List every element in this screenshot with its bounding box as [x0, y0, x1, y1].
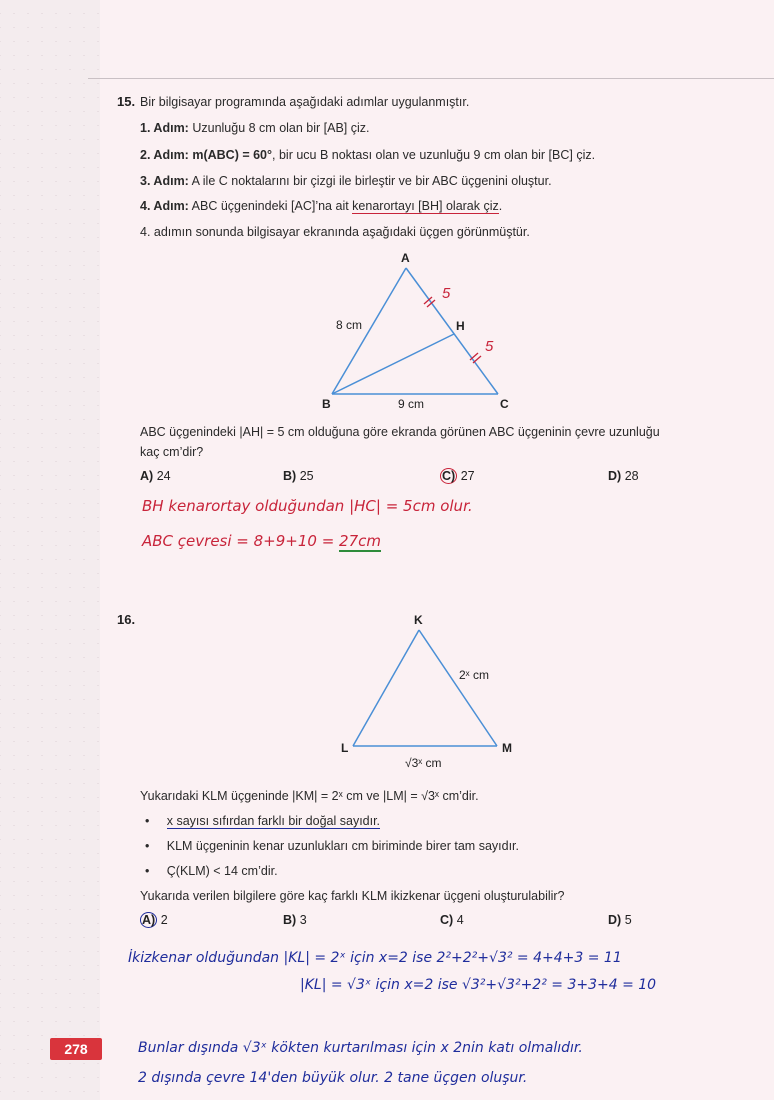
step-label: 3. Adım: [140, 174, 189, 188]
q15-option-d[interactable] [608, 469, 639, 483]
label-bc: 9 cm [398, 397, 425, 411]
step-text: , bir ucu B noktası olan ve uzunluğu 9 cm olan bir [BC] çiz. [272, 148, 596, 162]
page-number-badge: 278 [50, 1038, 102, 1060]
option-value: 24 [156, 469, 171, 483]
step-label: 4. Adım: [140, 199, 189, 213]
step-label: 2. Adım: [140, 148, 189, 162]
q16-bullet-3: • Ç(KLM) < 14 cm’dir. [145, 864, 278, 878]
vertex-l: L [341, 741, 349, 755]
q15-step-3 [140, 174, 552, 188]
option-letter: D) [608, 469, 622, 483]
q16-handwritten-line2: |KL| = √3ˣ için x=2 ise √3²+√3²+2² = 3+3+4 = 10 [300, 977, 657, 993]
bullet-text: x sayısı sıfırdan farklı bir doğal sayıdır. [166, 814, 381, 828]
q15-intro: Bir bilgisayar programında aşağıdaki adımlar uygulanmıştır. [140, 95, 470, 109]
option-value: 28 [624, 469, 639, 483]
side-km [419, 630, 497, 746]
page [100, 0, 774, 1100]
hand-text: ABC çevresi = 8+9+10 = [142, 532, 340, 550]
point-h: H [456, 319, 465, 333]
q15-step-4 [140, 199, 502, 213]
underlined-text: kenarortayı [BH] olarak çiz [352, 199, 499, 213]
side-ac [406, 268, 498, 394]
q15-handwritten-line1: BH kenarortay olduğundan |HC| = 5cm olur. [142, 497, 473, 515]
q15-option-b[interactable] [283, 469, 314, 483]
tick-marks [424, 297, 481, 363]
option-letter-circled: A) [142, 913, 156, 927]
vertex-k: K [414, 613, 423, 627]
q16-handwritten-line4: 2 dışında çevre 14'den büyük olur. 2 tane üçgen oluşur. [138, 1070, 528, 1086]
step-label: 1. Adım: [140, 121, 189, 135]
margin-pattern [0, 0, 100, 1100]
q16-number: 16. [117, 612, 136, 627]
vertex-b: B [322, 397, 331, 411]
q15-question-line1: ABC üçgenindeki |AH| = 5 cm olduğuna göre ekranda görünen ABC üçgeninin çevre uzunluğu [140, 425, 660, 439]
bullet-text: KLM üçgeninin kenar uzunlukları cm biriminde birer tam sayıdır. [166, 839, 519, 853]
q15-number: 15. [117, 94, 136, 109]
q16-statement: Yukarıdaki KLM üçgeninde |KM| = 2ˣ cm ve |LM| = √3ˣ cm’dir. [140, 789, 479, 803]
q15-step-1 [140, 121, 370, 135]
option-letter: C) [440, 913, 454, 927]
q16-handwritten-line3: Bunlar dışında √3ˣ kökten kurtarılması için x 2nin katı olmalıdır. [138, 1040, 583, 1056]
label-km: 2ˣ cm [459, 668, 489, 682]
angle-measure: m(ABC) = 60° [192, 148, 273, 162]
header-divider [88, 78, 774, 79]
hand-hc-value: 5 [485, 338, 494, 355]
option-letter: D) [608, 913, 622, 927]
q15-step-2 [140, 148, 595, 162]
q15-question-line2: kaç cm’dir? [140, 445, 204, 459]
q16-option-a[interactable] [140, 913, 168, 927]
q16-option-d[interactable] [608, 913, 632, 927]
q16-handwritten-line1: İkizkenar olduğundan |KL| = 2ˣ için x=2 ise 2²+2²+√3² = 4+4+3 = 11 [128, 950, 622, 966]
step-text: A ile C noktalarını bir çizgi ile birleştir ve bir ABC üçgenini oluştur. [191, 174, 552, 188]
option-value: 3 [299, 913, 307, 927]
label-ab: 8 cm [336, 318, 363, 332]
option-letter-circled: C) [442, 469, 456, 483]
vertex-a: A [401, 251, 410, 265]
triangle-klm-figure [335, 610, 535, 775]
q16-question: Yukarıda verilen bilgilere göre kaç farklı KLM ikizkenar üçgeni oluşturulabilir? [140, 889, 565, 903]
triangle-abc-figure [310, 248, 530, 413]
q15-handwritten-line2 [142, 532, 381, 550]
bullet-text: Ç(KLM) < 14 cm’dir. [166, 864, 278, 878]
step-text: ABC üçgenindeki [AC]’na ait [191, 199, 353, 213]
option-value: 27 [460, 469, 475, 483]
q16-bullet-2: • KLM üçgeninin kenar uzunlukları cm biriminde birer tam sayıdır. [145, 839, 519, 853]
option-value: 4 [456, 913, 464, 927]
step-text: Uzunluğu 8 cm olan bir [AB] çiz. [192, 121, 370, 135]
option-value: 25 [299, 469, 314, 483]
q15-option-a[interactable] [140, 469, 171, 483]
option-letter: B) [283, 913, 297, 927]
q16-option-b[interactable] [283, 913, 307, 927]
vertex-m: M [502, 741, 512, 755]
label-lm: √3ˣ cm [405, 756, 442, 770]
q16-bullet-1: • x sayısı sıfırdan farklı bir doğal sayıdır. [145, 814, 381, 828]
hand-ah-value: 5 [442, 285, 451, 302]
q15-after-steps: 4. adımın sonunda bilgisayar ekranında aşağıdaki üçgen görünmüştür. [140, 225, 530, 239]
q15-option-c[interactable] [440, 469, 475, 483]
option-value: 2 [160, 913, 168, 927]
side-kl [353, 630, 419, 746]
step-text: . [498, 199, 503, 213]
option-letter: B) [283, 469, 297, 483]
option-value: 5 [624, 913, 632, 927]
vertex-c: C [500, 397, 509, 411]
hand-answer: 27cm [339, 532, 381, 550]
option-letter: A) [140, 469, 154, 483]
q16-option-c[interactable] [440, 913, 464, 927]
